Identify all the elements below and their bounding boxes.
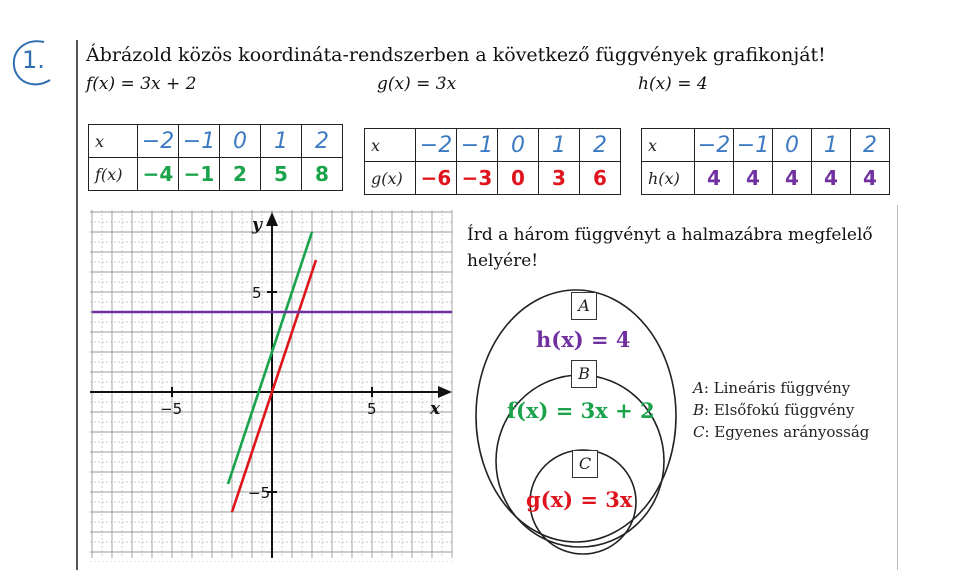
table-header-x: x [89,125,138,158]
f-value-cell: 2 [220,158,261,191]
tick-label-y-neg: −5 [248,484,271,502]
g-value-cell: 3 [539,162,580,195]
x-axis-arrow-icon [438,386,452,398]
g-value-cell: −6 [416,162,457,195]
f-value-cell: −1 [179,158,220,191]
coordinate-graph-svg [86,206,456,562]
axes [90,212,452,558]
legend-item-a [693,377,869,399]
venn-set-b-label: B [571,360,597,388]
tick-label-x-pos: 5 [367,400,377,418]
legend-key-b: B [693,401,705,419]
function-definition-g: g(x) = 3x [377,74,457,94]
x-value-cell: −2 [695,129,734,162]
table-header-x: x [642,129,695,162]
g-value-cell: −3 [457,162,498,195]
value-table-h [641,128,890,195]
table-header-hx: h(x) [642,162,695,195]
table-header-x: x [365,129,416,162]
coordinate-graph [86,206,456,562]
x-value-cell: 0 [498,129,539,162]
venn-instruction: Írd a három függvényt a halmazábra megfelelő helyére! [467,225,873,271]
value-table-f [88,124,343,191]
x-value-cell: 2 [302,125,343,158]
tick-label-y-pos: 5 [252,284,262,302]
table-header-fx: f(x) [89,158,138,191]
x-value-cell: 1 [812,129,851,162]
x-value-cell: −2 [416,129,457,162]
legend-text-b: : Elsőfokú függvény [704,401,855,419]
function-definition-f: f(x) = 3x + 2 [86,74,197,94]
y-axis-label: y [252,215,262,235]
h-value-cell: 4 [812,162,851,195]
h-value-cell: 4 [851,162,890,195]
x-value-cell: 0 [773,129,812,162]
f-value-cell: −4 [138,158,179,191]
h-value-cell: 4 [695,162,734,195]
x-value-cell: 2 [851,129,890,162]
function-line-g [232,260,316,512]
x-value-cell: 2 [580,129,621,162]
h-value-cell: 4 [773,162,812,195]
x-value-cell: 0 [220,125,261,158]
function-definition-h: h(x) = 4 [638,74,708,94]
x-value-cell: −1 [457,129,498,162]
frame-border-right [897,205,898,570]
legend-key-c: C [693,423,705,441]
x-value-cell: −2 [138,125,179,158]
g-value-cell: 6 [580,162,621,195]
venn-answer-a: h(x) = 4 [536,327,631,352]
f-value-cell: 5 [261,158,302,191]
g-value-cell: 0 [498,162,539,195]
table-header-gx: g(x) [365,162,416,195]
task-number: 1. [22,46,45,74]
task-title: Ábrázold közös koordináta-rendszerben a következő függvények grafikonját! [86,44,826,66]
venn-set-a-label: A [571,292,597,320]
legend-item-c [693,421,869,443]
legend-text-c: : Egyenes arányosság [704,423,870,441]
legend-item-b [693,399,869,421]
venn-answer-c: g(x) = 3x [526,487,633,512]
value-table-g [364,128,621,195]
tick-label-x-neg: −5 [160,400,183,418]
f-value-cell: 8 [302,158,343,191]
x-value-cell: 1 [261,125,302,158]
venn-set-c-label: C [572,450,598,478]
x-value-cell: −1 [734,129,773,162]
x-value-cell: 1 [539,129,580,162]
legend-text-a: : Lineáris függvény [703,379,851,397]
function-line-f [228,232,312,484]
y-axis-arrow-icon [266,212,278,226]
x-axis-label: x [430,399,441,419]
legend-key-a: A [693,379,704,397]
task-number-badge [6,36,60,92]
venn-answer-b: f(x) = 3x + 2 [507,398,655,423]
x-value-cell: −1 [179,125,220,158]
h-value-cell: 4 [734,162,773,195]
frame-border-left [76,40,78,570]
venn-legend [693,377,869,443]
